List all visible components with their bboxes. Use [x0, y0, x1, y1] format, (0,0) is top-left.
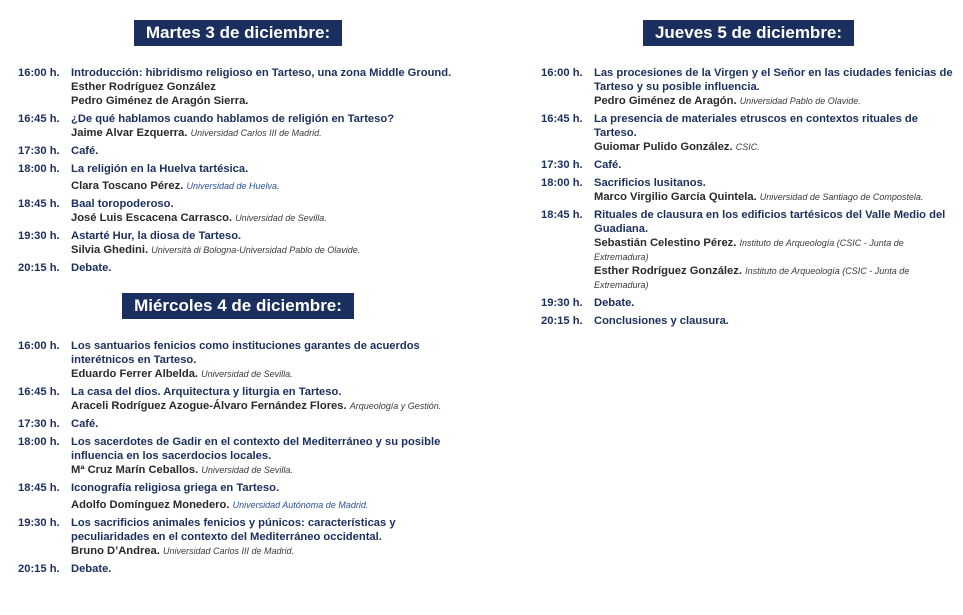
miercoles-session-6: [18, 516, 458, 558]
miercoles-header: Miércoles 4 de diciembre:: [122, 293, 354, 319]
speaker-name: Esther Rodríguez González: [71, 81, 216, 93]
session-time: 18:45 h.: [18, 482, 60, 494]
session-time: 17:30 h.: [541, 159, 583, 171]
session-title: Las procesiones de la Virgen y el Señor en las ciudades fenicias de Tarteso y su posible influencia.: [594, 67, 953, 93]
speaker-name: Pedro Giménez de Aragón.: [594, 95, 737, 107]
session-title: Café.: [71, 145, 99, 157]
session-time: 17:30 h.: [18, 145, 60, 157]
martes-session-7: [18, 261, 458, 275]
speaker-name: Araceli Rodríguez Azogue-Álvaro Fernández Flores.: [71, 400, 347, 412]
speaker-name: Silvia Ghedini.: [71, 244, 149, 256]
speaker-affiliation: Arqueología y Gestión.: [349, 401, 442, 411]
martes-header-wrap: [18, 20, 458, 46]
session-title: Rituales de clausura en los edificios tartésicos del Valle Medio del Guadiana.: [594, 209, 946, 235]
session-title: Debate.: [594, 297, 635, 309]
session-title: Sacrificios lusitanos.: [594, 177, 706, 189]
martes-session-2: [18, 112, 458, 140]
jueves-session-4: [541, 176, 956, 204]
martes-session-6: [18, 229, 458, 257]
session-title: Baal toropoderoso.: [71, 198, 174, 210]
speaker-name: Esther Rodríguez González.: [594, 265, 742, 277]
speaker-affiliation: Universidad Carlos III de Madrid.: [190, 128, 322, 138]
speaker-name: Adolfo Domínguez Monedero.: [71, 499, 230, 511]
jueves-session-5: [541, 208, 956, 292]
session-title: Los santuarios fenicios como instituciones garantes de acuerdos interétnicos en Tarteso.: [71, 340, 420, 366]
jueves-header: Jueves 5 de diciembre:: [643, 20, 854, 46]
miercoles-session-2: [18, 385, 458, 413]
session-title: Iconografía religiosa griega en Tarteso.: [71, 482, 280, 494]
speaker-affiliation: Universidad Carlos III de Madrid.: [163, 546, 295, 556]
speaker-affiliation: Universidad Autónoma de Madrid.: [232, 500, 369, 510]
speaker-affiliation: Universidad Pablo de Olavide.: [739, 96, 861, 106]
session-time: 16:00 h.: [541, 67, 583, 79]
speaker-name: Sebastián Celestino Pérez.: [594, 237, 737, 249]
session-time: 19:30 h.: [18, 230, 60, 242]
speaker-affiliation: Instituto de Arqueología (CSIC - Junta de Extremadura): [594, 266, 910, 290]
speaker-name: Mª Cruz Marín Ceballos.: [71, 464, 199, 476]
speaker-affiliation: Universidad de Sevilla.: [201, 465, 293, 475]
martes-session-5: [18, 197, 458, 225]
session-time: 20:15 h.: [18, 563, 60, 575]
miercoles-session-1: [18, 339, 458, 381]
jueves-session-1: [541, 66, 956, 108]
speaker-name: Clara Toscano Pérez.: [71, 180, 184, 192]
jueves-session-2: [541, 112, 956, 154]
speaker-affiliation: Universidad de Santiago de Compostela.: [759, 192, 924, 202]
speaker-name: José Luis Escacena Carrasco.: [71, 212, 233, 224]
session-title: Café.: [594, 159, 622, 171]
speaker-affiliation: Universidad de Sevilla.: [235, 213, 327, 223]
miercoles-header-wrap: [18, 293, 458, 319]
session-time: 18:00 h.: [18, 163, 60, 175]
session-time: 16:45 h.: [18, 386, 60, 398]
speaker-name: Marco Virgilio García Quintela.: [594, 191, 757, 203]
martes-session-3: [18, 144, 458, 158]
session-title: ¿De qué hablamos cuando hablamos de religión en Tarteso?: [71, 113, 395, 125]
speaker-name: Guiomar Pulido González.: [594, 141, 733, 153]
session-title: Debate.: [71, 262, 112, 274]
miercoles-session-3: [18, 417, 458, 431]
session-time: 16:45 h.: [541, 113, 583, 125]
session-time: 16:45 h.: [18, 113, 60, 125]
session-time: 18:00 h.: [18, 436, 60, 448]
right-column: [541, 0, 956, 332]
session-title: Los sacerdotes de Gadir en el contexto del Mediterráneo y su posible influencia en los sacerdocios locales.: [71, 436, 441, 462]
left-column: [18, 0, 458, 580]
session-title: Conclusiones y clausura.: [594, 315, 729, 327]
session-title: Debate.: [71, 563, 112, 575]
session-title: Los sacrificios animales fenicios y púnicos: características y peculiaridades en el contexto del Mediterráneo occidental.: [71, 517, 396, 543]
session-title: Introducción: hibridismo religioso en Tarteso, una zona Middle Ground.: [71, 67, 452, 79]
jueves-session-6: [541, 296, 956, 310]
martes-header: Martes 3 de diciembre:: [134, 20, 342, 46]
session-time: 18:45 h.: [541, 209, 583, 221]
miercoles-session-4: [18, 435, 458, 477]
miercoles-session-5: [18, 481, 458, 512]
jueves-session-7: [541, 314, 956, 328]
speaker-affiliation: Instituto de Arqueología (CSIC - Junta de Extremadura): [594, 238, 904, 262]
speaker-name: Eduardo Ferrer Albelda.: [71, 368, 199, 380]
martes-session-1: [18, 66, 458, 108]
speaker-name: Jaime Alvar Ezquerra.: [71, 127, 188, 139]
session-title: Café.: [71, 418, 99, 430]
session-time: 18:45 h.: [18, 198, 60, 210]
miercoles-session-7: [18, 562, 458, 576]
session-time: 19:30 h.: [541, 297, 583, 309]
jueves-session-3: [541, 158, 956, 172]
speaker-name: Pedro Giménez de Aragón Sierra.: [71, 95, 249, 107]
session-title: Astarté Hur, la diosa de Tarteso.: [71, 230, 242, 242]
session-title: La religión en la Huelva tartésica.: [71, 163, 249, 175]
speaker-affiliation: Università di Bologna-Universidad Pablo de Olavide.: [151, 245, 361, 255]
martes-session-4: [18, 162, 458, 193]
session-title: La presencia de materiales etruscos en contextos rituales de Tarteso.: [594, 113, 918, 139]
session-time: 19:30 h.: [18, 517, 60, 529]
session-time: 16:00 h.: [18, 67, 60, 79]
session-time: 18:00 h.: [541, 177, 583, 189]
speaker-affiliation: Universidad de Sevilla.: [201, 369, 293, 379]
speaker-name: Bruno D’Andrea.: [71, 545, 160, 557]
session-title: La casa del dios. Arquitectura y liturgia en Tarteso.: [71, 386, 342, 398]
speaker-affiliation: CSIC.: [735, 142, 760, 152]
session-time: 20:15 h.: [18, 262, 60, 274]
session-time: 16:00 h.: [18, 340, 60, 352]
jueves-header-wrap: [541, 20, 956, 46]
session-time: 20:15 h.: [541, 315, 583, 327]
speaker-affiliation: Universidad de Huelva.: [186, 181, 280, 191]
session-time: 17:30 h.: [18, 418, 60, 430]
